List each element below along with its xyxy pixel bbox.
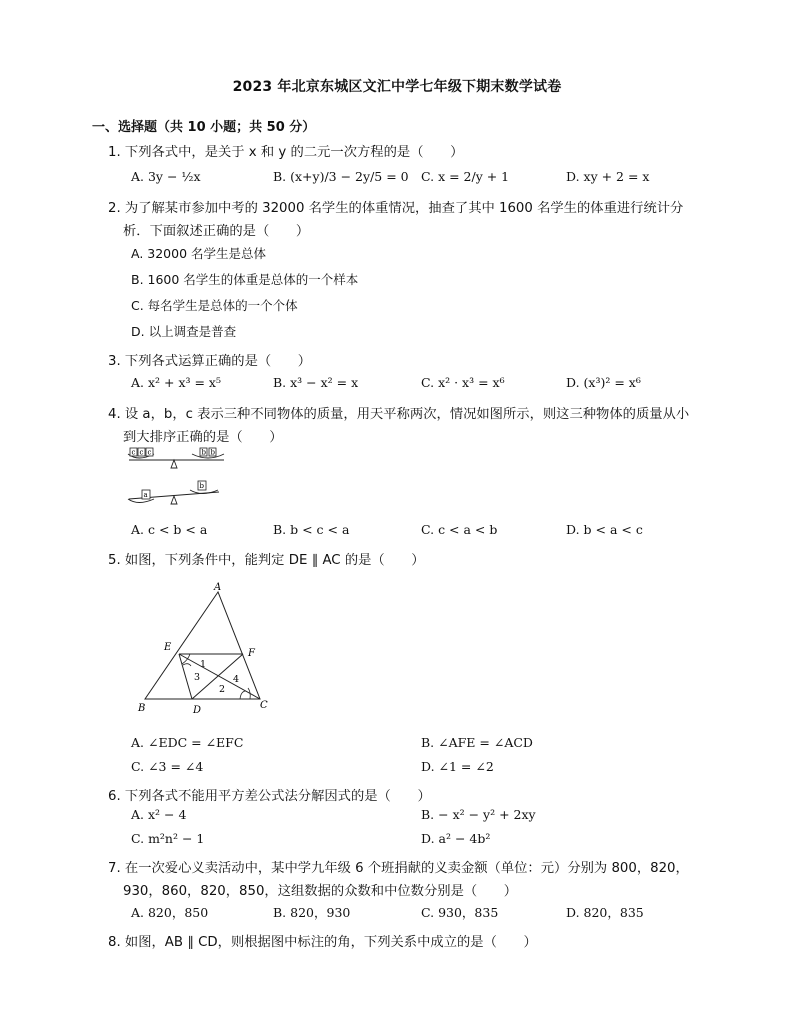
- angle-3-arc: [183, 664, 191, 666]
- question-1-option-d: D. xy + 2 = x: [566, 169, 650, 184]
- balance-scale-figure: [124, 444, 234, 518]
- question-1-stem: 1. 下列各式中，是关于 x 和 y 的二元一次方程的是（ ）: [108, 145, 464, 160]
- question-4-stem-line1: 4. 设 a，b，c 表示三种不同物体的质量，用天平称两次，情况如图所示，则这三种物体的质量从小: [108, 407, 690, 422]
- weight-c1-label: c: [131, 448, 136, 457]
- weight-c2-label: c: [139, 448, 144, 457]
- question-7-option-c: C. 930，835: [421, 905, 499, 920]
- question-2-option-c: C. 每名学生是总体的一个个体: [131, 298, 298, 313]
- question-6-option-d: D. a² − 4b²: [421, 831, 491, 846]
- weight-b1-label: b: [201, 448, 206, 457]
- question-6-option-c: C. m²n² − 1: [131, 831, 205, 846]
- question-3-option-b: B. x³ − x² = x: [273, 375, 359, 390]
- question-4-option-b: B. b < c < a: [273, 522, 350, 537]
- angle-2-arc: [240, 691, 246, 699]
- question-1-option-c: C. x = 2/y + 1: [421, 169, 510, 184]
- label-c: C: [260, 700, 268, 711]
- question-5-option-d: D. ∠1 = ∠2: [421, 759, 494, 774]
- question-4-option-d: D. b < a < c: [566, 522, 643, 537]
- question-7-stem-line2: 930，860，820，850，这组数据的众数和中位数分别是（ ）: [123, 884, 518, 899]
- question-1-option-b: B. (x+y)/3 − 2y/5 = 0: [273, 169, 409, 184]
- label-angle-1: 1: [200, 659, 207, 670]
- label-angle-2: 2: [219, 684, 226, 695]
- question-2-option-d: D. 以上调查是普查: [131, 324, 237, 339]
- label-f: F: [248, 648, 255, 659]
- label-angle-3: 3: [194, 672, 201, 683]
- question-5-option-b: B. ∠AFE = ∠ACD: [421, 735, 533, 750]
- weight-c3-label: c: [147, 448, 152, 457]
- question-8-stem: 8. 如图，AB ∥ CD，则根据图中标注的角，下列关系中成立的是（ ）: [108, 935, 537, 950]
- question-2-option-a: A. 32000 名学生是总体: [131, 246, 267, 261]
- page-title: 2023 年北京东城区文汇中学七年级下期末数学试卷: [232, 79, 562, 95]
- question-2-option-b: B. 1600 名学生的体重是总体的一个样本: [131, 272, 359, 287]
- label-d: D: [193, 705, 202, 716]
- weight-b3-label: b: [199, 482, 204, 490]
- triangle-abc: [145, 592, 260, 699]
- question-6-option-a: A. x² − 4: [131, 807, 187, 822]
- top-fulcrum: [171, 460, 177, 468]
- triangle-figure: [130, 578, 280, 718]
- question-2-stem-line2: 析．下面叙述正确的是（ ）: [123, 224, 310, 239]
- label-b: B: [138, 703, 146, 714]
- question-5-option-c: C. ∠3 = ∠4: [131, 759, 204, 774]
- question-1-option-a: A. 3y − ½x: [131, 169, 201, 184]
- question-5-option-a: A. ∠EDC = ∠EFC: [131, 735, 244, 750]
- question-4-option-c: C. c < a < b: [421, 522, 498, 537]
- question-7-option-a: A. 820，850: [131, 905, 209, 920]
- question-3-option-d: D. (x³)² = x⁶: [566, 375, 641, 390]
- label-a: A: [214, 582, 222, 593]
- bottom-fulcrum: [171, 496, 177, 504]
- question-4-stem-line2: 到大排序正确的是（ ）: [123, 430, 283, 445]
- question-7-option-b: B. 820，930: [273, 905, 351, 920]
- label-e: E: [164, 642, 172, 653]
- question-3-stem: 3. 下列各式运算正确的是（ ）: [108, 354, 312, 369]
- question-2-stem-line1: 2. 为了解某市参加中考的 32000 名学生的体重情况，抽查了其中 1600 名学生的体重进行统计分: [108, 201, 684, 216]
- question-7-stem-line1: 7. 在一次爱心义卖活动中，某中学九年级 6 个班捐献的义卖金额（单位：元）分别为 800，820，: [108, 861, 689, 876]
- bottom-left-pan: [128, 499, 154, 503]
- question-4-option-a: A. c < b < a: [131, 522, 208, 537]
- question-6-option-b: B. − x² − y² + 2xy: [421, 807, 536, 822]
- question-5-stem: 5. 如图，下列条件中，能判定 DE ∥ AC 的是（ ）: [108, 553, 425, 568]
- top-right-pan: [192, 454, 224, 458]
- question-7-option-d: D. 820，835: [566, 905, 644, 920]
- section-heading: 一、选择题（共 10 小题；共 50 分）: [92, 120, 316, 135]
- label-angle-4: 4: [233, 674, 240, 685]
- weight-b2-label: b: [210, 448, 215, 457]
- weight-a-label: a: [143, 491, 148, 499]
- question-3-option-c: C. x² · x³ = x⁶: [421, 375, 505, 390]
- question-6-stem: 6. 下列各式不能用平方差公式法分解因式的是（ ）: [108, 789, 431, 804]
- question-3-option-a: A. x² + x³ = x⁵: [131, 375, 221, 390]
